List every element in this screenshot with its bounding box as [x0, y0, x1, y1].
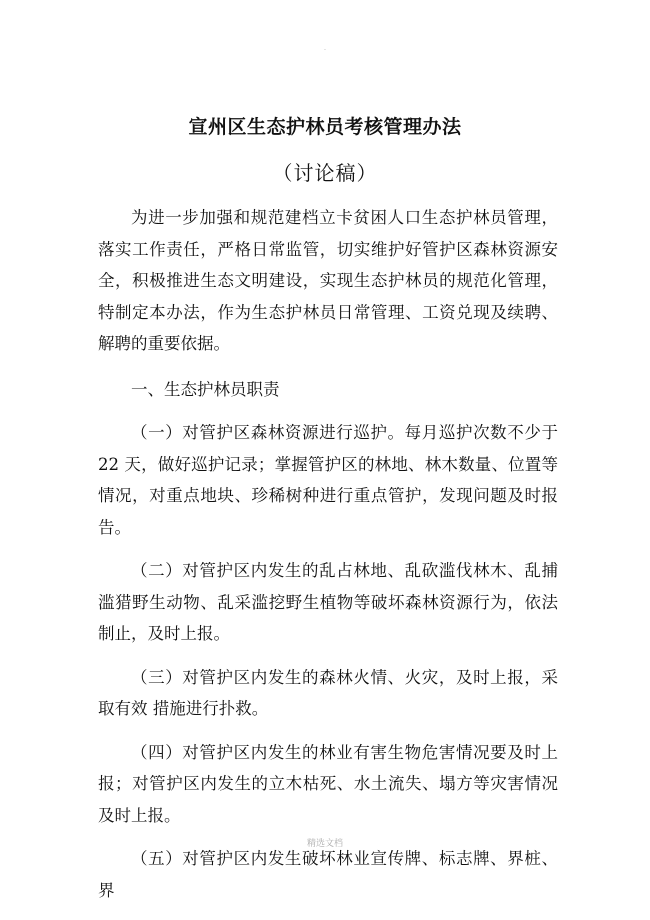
duty-item-2: （二）对管护区内发生的乱占林地、乱砍滥伐林木、乱捕滥猎野生动物、乱采滥挖野生植物等破坏森林资源行为，依法制止，及时上报。 — [98, 561, 558, 643]
top-mark: . — [323, 44, 327, 52]
section-heading: 一、生态护林员职责 — [131, 379, 280, 399]
duty-item-1: （一）对管护区森林资源进行巡护。每月巡护次数不少于 22 天，做好巡护记录；掌握管护区的林地、林木数量、位置等情况，对重点地块、珍稀树种进行重点管护，发现问题及时报告。 — [98, 423, 558, 537]
document-subtitle: （讨论稿） — [272, 161, 378, 185]
document-title: 宣州区生态护林员考核管理办法 — [188, 116, 462, 138]
footer-watermark: 精选文档 — [306, 839, 343, 849]
duty-item-5: （五）对管护区内发生破坏林业宣传牌、标志牌、界桩、界 — [98, 849, 558, 900]
duty-item-4: （四）对管护区内发生的林业有害生物危害情况要及时上报；对管护区内发生的立木枯死、水土流失、塌方等灾害情况及时上报。 — [98, 742, 558, 825]
duty-item-3: （三）对管护区内发生的森林火情、火灾，及时上报，采取有效 措施进行扑救。 — [98, 667, 558, 718]
document-body — [98, 202, 558, 906]
intro-paragraph: 为进一步加强和规范建档立卡贫困人口生态护林员管理，落实工作责任，严格日常监管，切实维护好管护区森林资源安全，积极推进生态文明建设，实现生态护林员的规范化管理，特制定本办法，作为生态护林员日常管理、工资兑现及续聘、解聘的重要依据。 — [98, 208, 558, 353]
